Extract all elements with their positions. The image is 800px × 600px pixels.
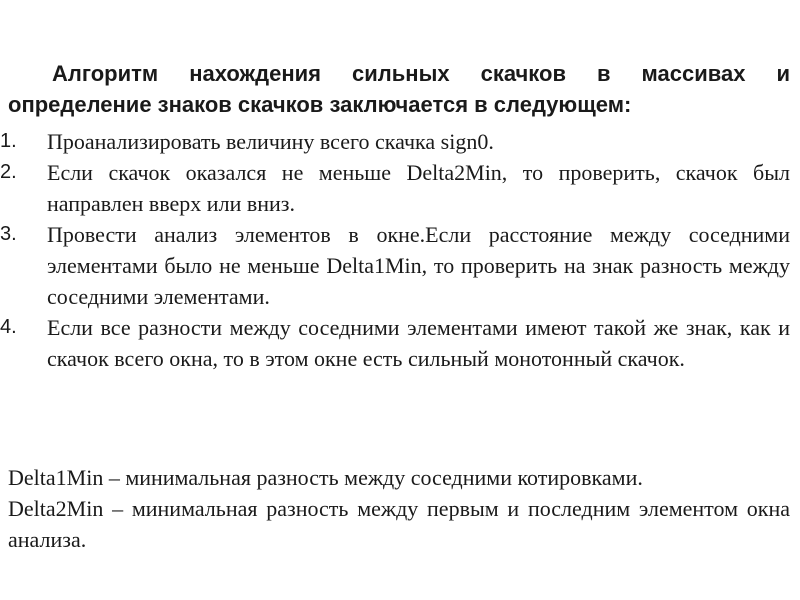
step-item-3 bbox=[0, 219, 790, 312]
algorithm-steps-list bbox=[0, 126, 790, 374]
step-text: Если скачок оказался не меньше Delta2Min, то проверить, скачок был направлен вверх или вниз. bbox=[47, 160, 790, 216]
algorithm-heading: Алгоритм нахождения сильных скачков в массивах и определение знаков скачков заключается в следующем: bbox=[8, 61, 790, 117]
step-text: Провести анализ элементов в окне.Если расстояние между соседними элементами было не меньше Delta1Min, то проверить на знак разность между соседними элементами. bbox=[47, 222, 790, 309]
step-number: 2. bbox=[0, 161, 17, 183]
step-text: Если все разности между соседними элементами имеют такой же знак, как и скачок всего окна, то в этом окне есть сильный монотонный скачок. bbox=[47, 315, 790, 371]
step-item-4 bbox=[0, 312, 790, 374]
step-number: 3. bbox=[0, 223, 17, 245]
step-text: Проанализировать величину всего скачка sign0. bbox=[47, 129, 494, 154]
step-item-1 bbox=[0, 126, 790, 157]
definitions-block bbox=[8, 462, 790, 555]
definition-delta1min: Delta1Min – минимальная разность между соседними котировками. bbox=[8, 465, 643, 490]
step-number: 1. bbox=[0, 130, 17, 152]
step-number: 4. bbox=[0, 316, 17, 338]
definition-delta2min: Delta2Min – минимальная разность между первым и последним элементом окна анализа. bbox=[8, 496, 790, 552]
step-item-2 bbox=[0, 157, 790, 219]
